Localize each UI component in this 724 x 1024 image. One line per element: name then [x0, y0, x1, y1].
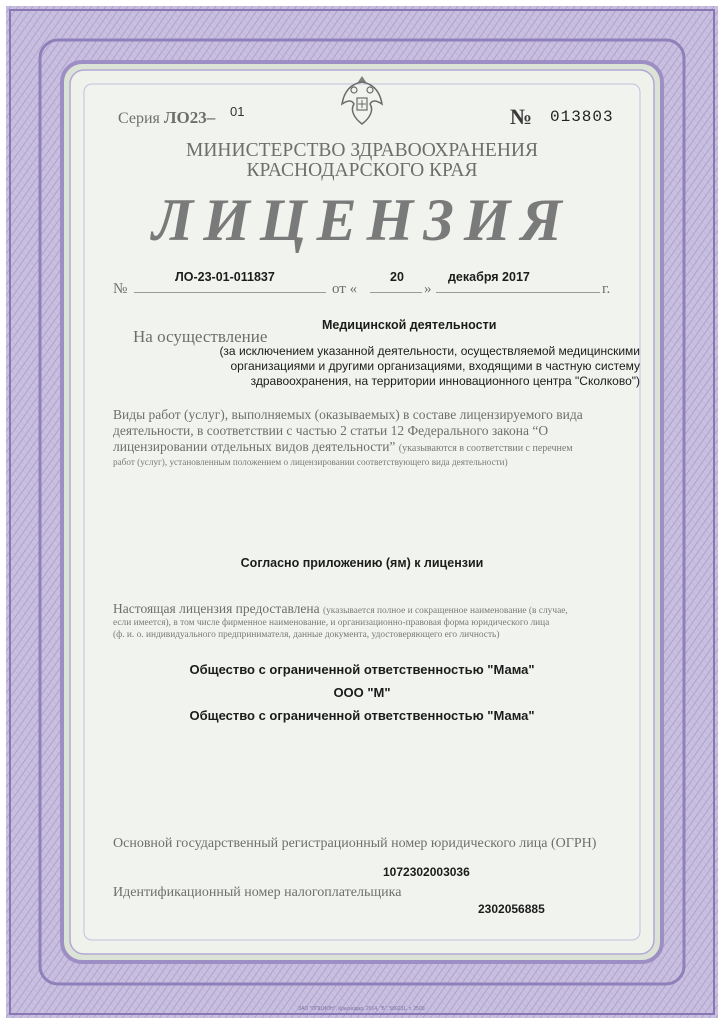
- coat-of-arms-emblem: [336, 70, 388, 130]
- activity-value: Медицинской деятельности: [322, 318, 497, 332]
- license-from-label: от «: [332, 281, 358, 297]
- ogrn-label: Основной государственный регистрационный номер юридического лица (ОГРН): [113, 836, 597, 851]
- license-year-suffix: г.: [602, 281, 611, 297]
- licensee-short-name: ООО "М": [333, 685, 391, 700]
- license-number: ЛО-23-01-011837: [175, 270, 275, 284]
- number-sign: №: [510, 104, 533, 129]
- form-number: 013803: [550, 108, 614, 126]
- licensee-hint-line3: (ф. и. о. индивидуального предпринимателя, данные документа, удостоверяющего его личность): [113, 630, 500, 640]
- licensee-hint-line2: если имеется), в том числе фирменное наименование, и организационно-правовая форма юридического лица: [113, 618, 550, 628]
- activity-note: (за исключением указанной деятельности, осуществляемой медицинскими организациями и другими организациями, входящими в частную систему здравоохранения, на территории инновационного центра "Сколково"): [219, 344, 640, 388]
- series-suffix: 01: [230, 104, 245, 119]
- activity-label: На осуществление: [133, 327, 268, 346]
- license-close-quote: »: [424, 281, 432, 297]
- licensee-label: Настоящая лицензия предоставлена (указывается полное и сокращенное наименование (в случае,: [113, 601, 568, 616]
- inn-value: 2302056885: [478, 902, 545, 916]
- license-month-year: декабря 2017: [448, 270, 530, 284]
- series-label: Серия: [118, 110, 160, 127]
- inn-label: Идентификационный номер налогоплательщика: [113, 885, 402, 900]
- document-title: ЛИЦЕНЗИЯ: [152, 187, 572, 253]
- works-hint: работ (услуг), установленным положением о лицензировании соответствующего вида деятельности): [113, 457, 508, 467]
- ministry-line2: КРАСНОДАРСКОГО КРАЯ: [246, 160, 478, 181]
- license-day: 20: [390, 270, 404, 284]
- series-value: ЛО23–: [163, 108, 216, 127]
- svg-text:ЗАО "ОПЦИОН", Краснодар, 2014,: ЗАО "ОПЦИОН", Краснодар, 2014, "Б", 580231, т. 2500.: [298, 1006, 426, 1012]
- licensee-brand-name: Общество с ограниченной ответственностью "Мама": [189, 708, 535, 723]
- works-value: Согласно приложению (ям) к лицензии: [240, 556, 484, 570]
- licensee-full-name: Общество с ограниченной ответственностью "Мама": [189, 662, 535, 677]
- ministry-line1: МИНИСТЕРСТВО ЗДРАВООХРАНЕНИЯ: [185, 140, 539, 161]
- license-no-label: №: [113, 281, 128, 297]
- ogrn-value: 1072302003036: [383, 865, 470, 879]
- works-text: Виды работ (услуг), выполняемых (оказываемых) в составе лицензируемого вида деятельности, в соответствии с частью 2 статьи 12 Федерального закона “О лицензировании отдельных видов деятельности” (указываются в соответствии с перечнем: [113, 407, 583, 454]
